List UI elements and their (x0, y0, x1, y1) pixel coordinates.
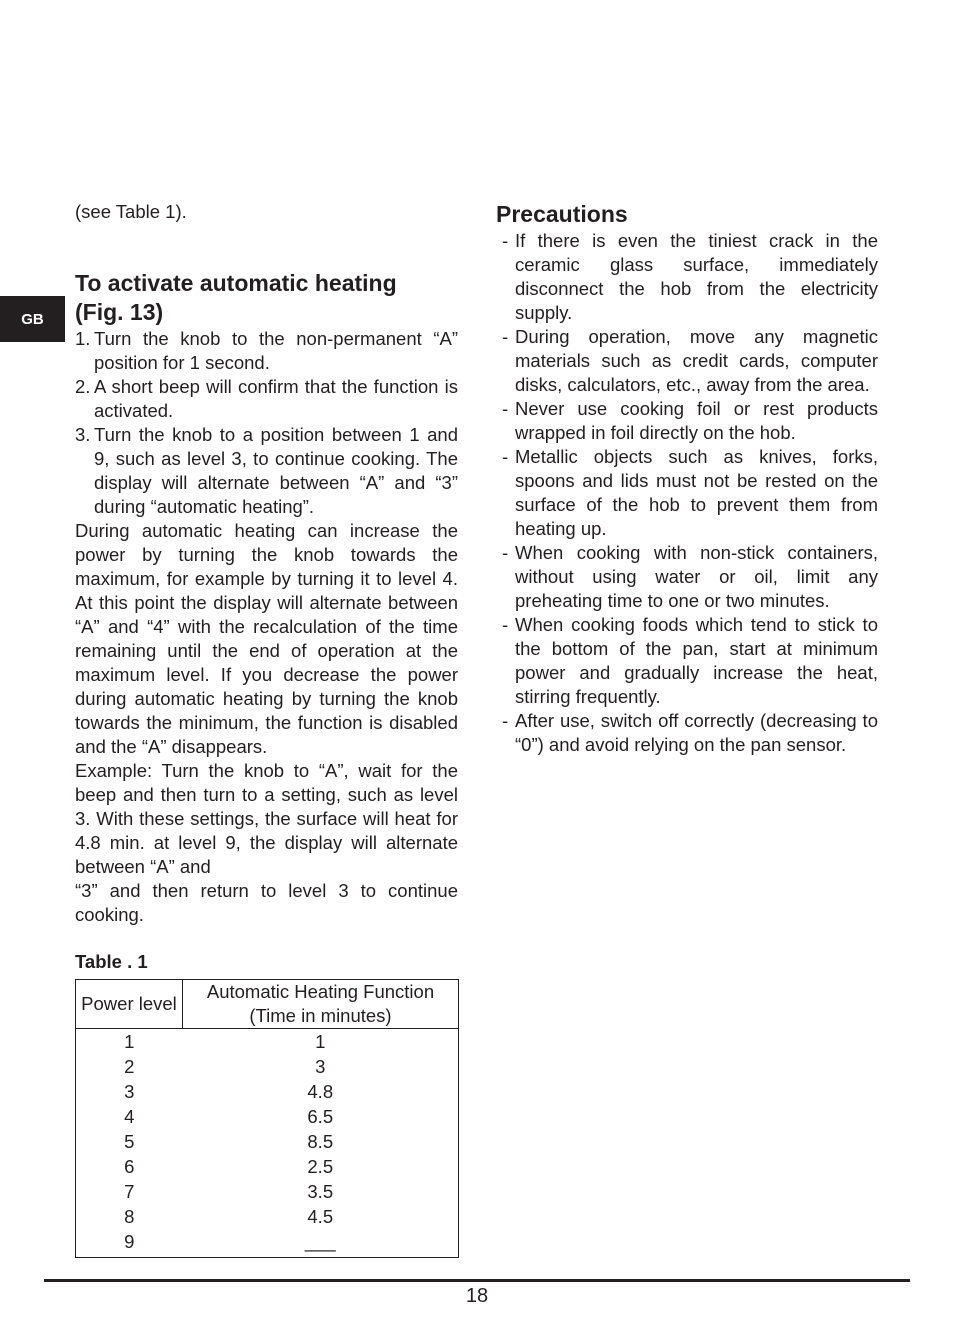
time-cell: 3.5 (307, 1181, 334, 1202)
header-power-level: Power level (76, 980, 183, 1029)
step-number: 3. (75, 424, 91, 445)
power-level-cell: 6 (124, 1156, 135, 1177)
precaution-text: When cooking with non-stick containers, without using water or oil, limit any preheating time to one or two minutes. (515, 542, 878, 611)
step-text: Turn the knob to a position between 1 and 9, such as level 3, to continue cooking. The display will alternate between “A” and “3” during “automatic heating”. (94, 424, 458, 517)
table-row (76, 1179, 459, 1204)
power-level-cell: 2 (124, 1056, 135, 1077)
table-row (76, 1129, 459, 1154)
time-cell: 4.8 (307, 1081, 334, 1102)
table-row (76, 1104, 459, 1129)
right-column (496, 200, 878, 757)
precaution-item (496, 397, 878, 445)
time-cell: 4.5 (307, 1206, 334, 1227)
power-level-cell: 1 (124, 1031, 135, 1052)
precaution-text: When cooking foods which tend to stick to the bottom of the pan, start at minimum power and gradually increase the heat, stirring frequently. (515, 614, 878, 707)
step-item (75, 423, 458, 519)
bullet-dash: - (502, 614, 509, 635)
example-continuation: “3” and then return to level 3 to continue cooking. (75, 880, 458, 925)
heading-line-1: To activate automatic heating (75, 270, 397, 296)
precaution-item (496, 325, 878, 397)
bullet-dash: - (502, 398, 509, 419)
table-row (76, 1054, 459, 1079)
precaution-text: Metallic objects such as knives, forks, spoons and lids must not be rested on the surface of the hob to prevent them from heating up. (515, 446, 878, 539)
bullet-dash: - (502, 230, 509, 251)
table-row (76, 1154, 459, 1179)
time-cell: 8.5 (307, 1131, 334, 1152)
automatic-heating-paragraph: During automatic heating can increase the power by turning the knob towards the maximum, for example by turning it to level 4. At this point the display will alternate between “A” and “4” with the recalculation of the time remaining until the end of operation at the maximum level. If you decrease the power during automatic heating by turning the knob towards the minimum, the function is disabled and the “A” disappears. (75, 520, 458, 757)
page-number: 18 (465, 1285, 489, 1307)
bullet-dash: - (502, 446, 509, 467)
table-row (76, 1229, 459, 1258)
precaution-text: Never use cooking foil or rest products wrapped in foil directly on the hob. (515, 398, 878, 443)
precautions-list (496, 229, 878, 757)
precaution-text: During operation, move any magnetic materials such as credit cards, computer disks, calculators, etc., away from the area. (515, 326, 878, 395)
power-level-cell: 4 (124, 1106, 135, 1127)
time-cell: 2.5 (307, 1156, 334, 1177)
precaution-item (496, 541, 878, 613)
step-number: 2. (75, 376, 91, 397)
step-text: Turn the knob to the non-permanent “A” position for 1 second. (94, 328, 458, 373)
step-item (75, 375, 458, 423)
example-paragraph: Example: Turn the knob to “A”, wait for the beep and then turn to a setting, such as level 3. With these settings, the surface will heat for 4.8 min. at level 9, the display will alternate between “A” and (75, 760, 458, 877)
precaution-item (496, 613, 878, 709)
bullet-dash: - (502, 710, 509, 731)
time-cell: ___ (304, 1231, 336, 1252)
power-level-cell: 8 (124, 1206, 135, 1227)
time-cell: 3 (315, 1056, 326, 1077)
table-header-row (76, 980, 459, 1029)
language-tab-gb: GB (0, 296, 65, 342)
step-text: A short beep will confirm that the function is activated. (94, 376, 458, 421)
precaution-text: If there is even the tiniest crack in the ceramic glass surface, immediately disconnect the hob from the electricity supply. (515, 230, 878, 323)
see-table-note: (see Table 1). (75, 201, 187, 222)
step-item (75, 327, 458, 375)
left-column (75, 200, 458, 1258)
table-row (76, 1204, 459, 1229)
precaution-item (496, 445, 878, 541)
table-row (76, 1079, 459, 1104)
automatic-heating-heading (75, 269, 458, 327)
precaution-item (496, 709, 878, 757)
time-cell: 6.5 (307, 1106, 334, 1127)
footer-divider (44, 1279, 910, 1282)
heading-line-2: (Fig. 13) (75, 299, 164, 325)
power-level-cell: 9 (124, 1231, 135, 1252)
precaution-item (496, 229, 878, 325)
precaution-text: After use, switch off correctly (decreasing to “0”) and avoid relying on the pan sensor. (515, 710, 878, 755)
header-heating-function (183, 980, 459, 1029)
power-level-cell: 3 (124, 1081, 135, 1102)
bullet-dash: - (502, 542, 509, 563)
time-cell: 1 (315, 1031, 326, 1052)
step-number: 1. (75, 328, 91, 349)
activation-steps (75, 327, 458, 519)
precautions-heading: Precautions (496, 201, 628, 227)
header-line-1: Automatic Heating Function (206, 981, 435, 1002)
table-caption: Table . 1 (75, 951, 148, 972)
table-row (76, 1029, 459, 1055)
power-level-cell: 7 (124, 1181, 135, 1202)
bullet-dash: - (502, 326, 509, 347)
header-line-2: (Time in minutes) (249, 1005, 392, 1026)
power-level-cell: 5 (124, 1131, 135, 1152)
heating-time-table (75, 979, 459, 1258)
